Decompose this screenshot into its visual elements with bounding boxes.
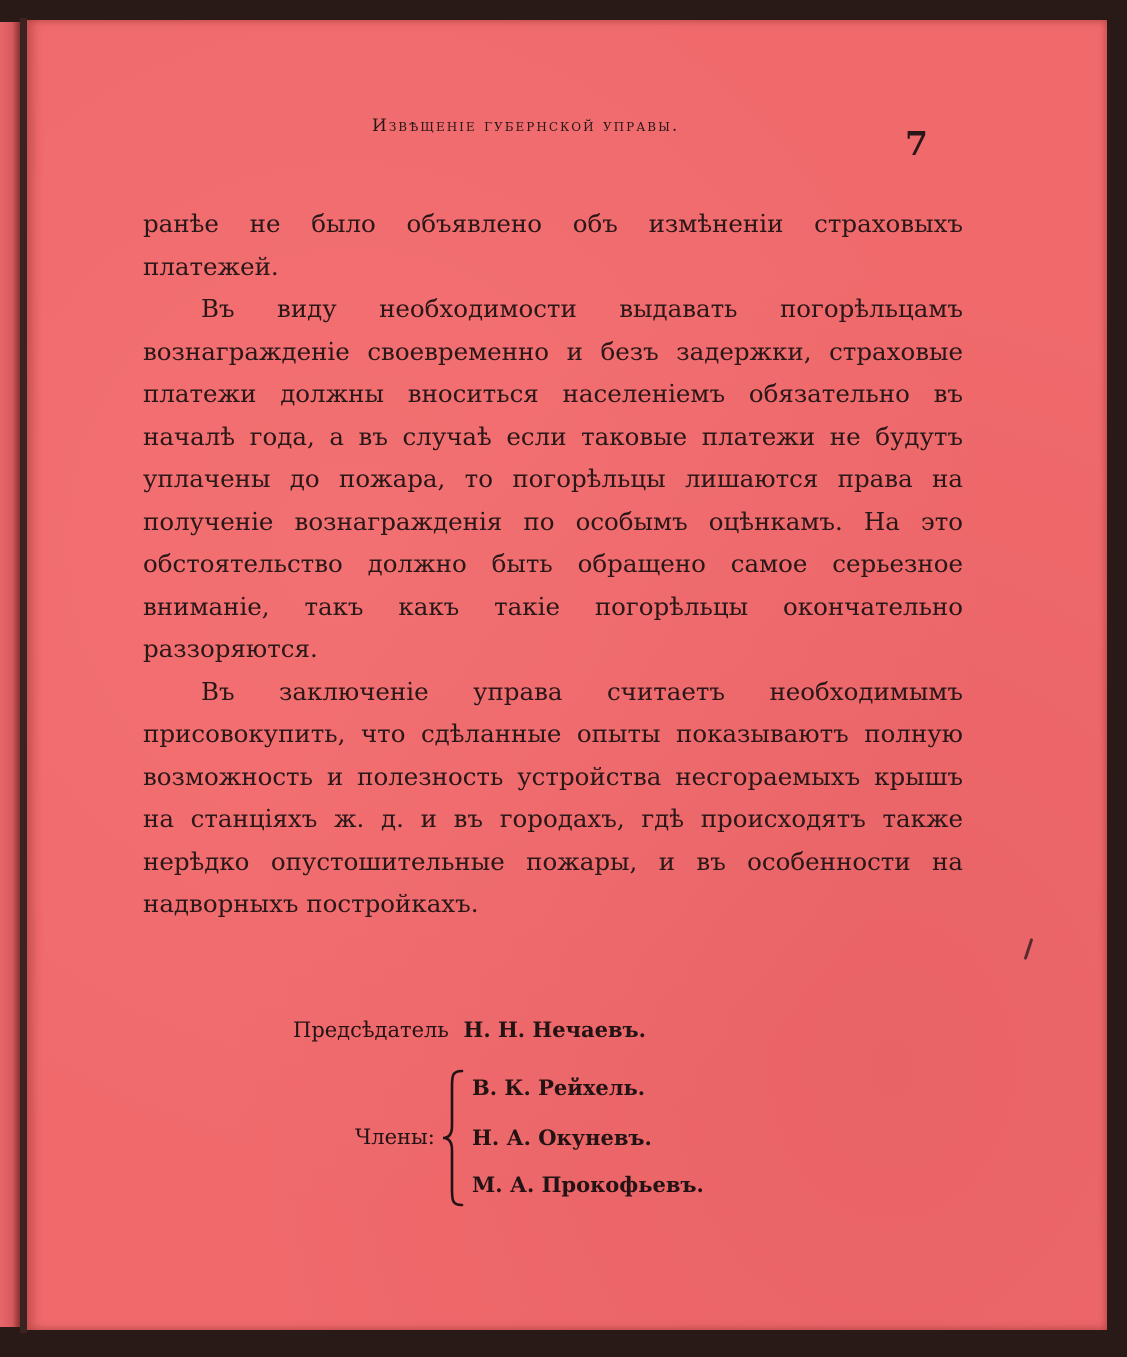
paragraph-payments: Въ виду необходимости выдавать погорѣльцамъ вознагражденіе своевременно и безъ задержки, страховые платежи должны вноситься населеніемъ обязательно въ началѣ года, а въ случаѣ если таковые платежи не будутъ уплачены до пожара, то погорѣльцы лишаются права на полученіе вознагражденія по особымъ оцѣнкамъ. На это обстоятельство должно быть обращено самое серьезное вниманіе, такъ какъ такіе погорѣльцы окончательно раззоряются. (143, 294, 963, 663)
previous-page-edge (0, 22, 20, 1327)
paragraph-conclusion: Въ заключеніе управа считаетъ необходимымъ присовокупить, что сдѣланные опыты показываютъ полную возможность и полезность устройства несгораемыхъ крышъ на станціяхъ ж. д. и въ городахъ, гдѣ происходятъ также нерѣдко опустошительные пожары, и въ особенности на надворныхъ постройкахъ. (143, 676, 963, 918)
paragraph-continuation: ранѣе не было объявлено объ измѣненіи страховыхъ платежей. (143, 209, 963, 281)
body-text (143, 203, 963, 926)
chairman-name: Н. Н. Нечаевъ. (463, 1017, 646, 1042)
page-number: 7 (905, 124, 928, 163)
member-name: Н. А. Окуневъ. (472, 1125, 652, 1150)
member-name: В. К. Рейхель. (472, 1075, 646, 1100)
member-name: М. А. Прокофьевъ. (472, 1172, 704, 1197)
members-label: Члены: (355, 1125, 435, 1149)
book-spine (20, 18, 27, 1333)
chairman-signature (293, 1017, 646, 1042)
chairman-title: Предсѣдатель (293, 1018, 449, 1042)
members-brace-icon (440, 1068, 466, 1208)
running-head: Извѣщеніе губернской управы. (372, 116, 680, 136)
